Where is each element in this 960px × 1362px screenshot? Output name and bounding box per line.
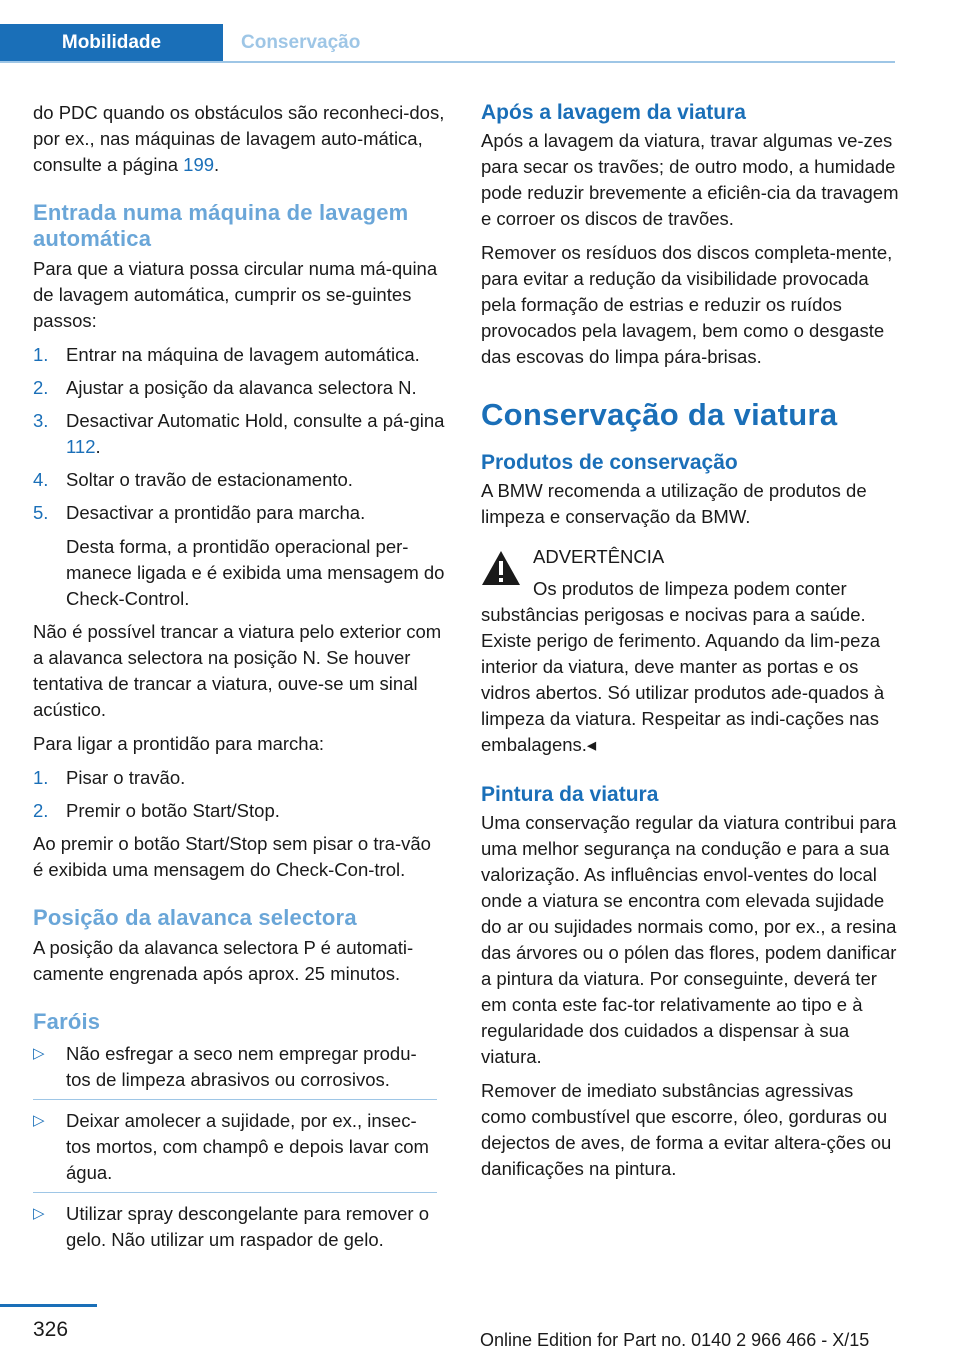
heading-selector-position: Posição da alavanca selectora xyxy=(33,905,357,930)
ready-intro: Para ligar a prontidão para marcha: xyxy=(33,733,325,754)
heading-car-wash: Entrada numa máquina de lavagem automática xyxy=(33,200,409,251)
wash-steps xyxy=(33,342,445,612)
wash-intro: Para que a viatura possa circular numa má-quina de lavagem automática, cumprir os se-guintes passos: xyxy=(33,258,438,331)
page-link-199[interactable]: 199 xyxy=(183,154,215,175)
triangle-bullet-icon: ▷ xyxy=(33,1205,45,1222)
bullet-text: Deixar amolecer a sujidade, por ex., insec-tos mortos, com champô e depois lavar com água. xyxy=(66,1110,429,1183)
intro-end: . xyxy=(214,154,220,175)
footer-rule xyxy=(0,1304,97,1307)
selector-text: A posição da alavanca selectora P é automati-camente engrenada após aprox. 25 minutos. xyxy=(33,937,414,984)
tab-mobilidade[interactable]: Mobilidade xyxy=(0,24,223,62)
step-text: Ajustar a posição da alavanca selectora N. xyxy=(66,377,417,398)
ready-steps xyxy=(33,765,445,824)
page-link-112[interactable]: 112 xyxy=(66,436,96,457)
list-item xyxy=(33,500,445,612)
heading-after-wash: Após a lavagem da viatura xyxy=(481,101,746,124)
step-number: 2. xyxy=(33,800,49,821)
warning-box xyxy=(481,544,899,758)
step-text: Premir o botão Start/Stop. xyxy=(66,800,280,821)
tab-conservacao[interactable]: Conservação xyxy=(241,32,361,53)
step-text: Desactivar a prontidão para marcha. xyxy=(66,502,366,523)
after-paragraph-1: Após a lavagem da viatura, travar algumas ve-zes para secar os travões; de outro modo, a humidade pode reduzir brevemente a eficiên-cia da travagem e corroer os discos de travões. xyxy=(481,130,899,229)
warning-first-line: Os produtos de limpeza podem conter xyxy=(533,578,847,599)
page-number: 326 xyxy=(33,1318,69,1341)
ready-note: Ao premir o botão Start/Stop sem pisar o tra-vão é exibida uma mensagem do Check-Con-trol. xyxy=(33,833,431,880)
bullet-text: Não esfregar a seco nem empregar produ-tos de limpeza abrasivos ou corrosivos. xyxy=(66,1043,417,1090)
warning-title: ADVERTÊNCIA xyxy=(533,546,665,567)
list-item xyxy=(33,1201,445,1259)
intro-text: do PDC quando os obstáculos são reconheci-dos, por ex., nas máquinas de lavagem auto-mática, consulte a página xyxy=(33,102,445,175)
intro-paragraph xyxy=(33,100,445,178)
bullet-text: Utilizar spray descongelante para remover o gelo. Não utilizar um raspador de gelo. xyxy=(66,1203,429,1250)
triangle-bullet-icon: ▷ xyxy=(33,1112,45,1129)
step-text: Entrar na máquina de lavagem automática. xyxy=(66,344,420,365)
step-number: 1. xyxy=(33,344,49,365)
step-number: 2. xyxy=(33,377,49,398)
step-subtext: Desta forma, a prontidão operacional per-manece ligada e é exibida uma mensagem do Check-Control. xyxy=(66,536,445,609)
right-column xyxy=(481,100,899,1190)
step-number: 4. xyxy=(33,469,49,490)
step-text: Pisar o travão. xyxy=(66,767,186,788)
products-text: A BMW recomenda a utilização de produtos de limpeza e conservação da BMW. xyxy=(481,480,867,527)
after-paragraph-2: Remover os resíduos dos discos completa-mente, para evitar a redução da visibilidade provocada pela formação de estrias e reduzir os ruídos provocados pela lavagem, bem como o desgaste das escovas do limpa pára-brisas. xyxy=(481,242,893,367)
headlights-list xyxy=(33,1041,445,1259)
list-item xyxy=(33,798,445,824)
heading-care-products: Produtos de conservação xyxy=(481,451,738,474)
header-rule xyxy=(0,61,895,63)
paint-paragraph-2: Remover de imediato substâncias agressivas como combustível que escorre, óleo, gorduras ou dejectos de aves, de forma a evitar altera-ções ou danificações na pintura. xyxy=(481,1080,892,1179)
lock-note: Não é possível trancar a viatura pelo exterior com a alavanca selectora na posição N. Se houver tentativa de trancar a viatura, ouve-se um sinal acústico. xyxy=(33,621,442,720)
step-number: 5. xyxy=(33,502,49,523)
step-text: Soltar o travão de estacionamento. xyxy=(66,469,353,490)
list-item xyxy=(33,408,445,460)
list-item xyxy=(33,342,445,368)
left-column xyxy=(33,100,445,1267)
step-number: 3. xyxy=(33,410,49,431)
list-item xyxy=(33,1041,437,1100)
heading-headlights: Faróis xyxy=(33,1009,101,1034)
edition-label: Online Edition for Part no. 0140 2 966 466 - X/15 xyxy=(480,1330,870,1350)
step-number: 1. xyxy=(33,767,49,788)
paint-paragraph-1: Uma conservação regular da viatura contribui para uma melhor segurança na condução e para a sua valorização. As influências envol-ventes do local onde a viatura se encontra com elevada sujidade do ar ou sujidades normais como, por ex., a resina das árvores ou o pólen das flores, podem danificar a pintura da viatura. Por conseguinte, deverá ter em conta este fac-tor relativamente ao tipo e à regularidade dos cuidados a dispensar à sua viatura. xyxy=(481,812,897,1067)
list-item xyxy=(33,765,445,791)
heading-paintwork: Pintura da viatura xyxy=(481,783,659,806)
step-text-end: . xyxy=(95,436,101,457)
list-item xyxy=(33,467,445,493)
heading-vehicle-care: Conservação da viatura xyxy=(481,397,838,432)
warning-triangle-icon xyxy=(481,550,521,586)
page-header xyxy=(0,0,960,64)
triangle-bullet-icon: ▷ xyxy=(33,1045,45,1062)
step-text: Desactivar Automatic Hold, consulte a pá-gina xyxy=(66,410,445,431)
warning-text: substâncias perigosas e nocivas para a saúde. Existe perigo de ferimento. Aquando da lim-peza interior da viatura, deve manter as portas e os vidros abertos. Só utilizar produtos ade-quados à limpeza da viatura. Respeitar as indi-cações nas embalagens.◂ xyxy=(481,604,885,755)
list-item xyxy=(33,375,445,401)
list-item xyxy=(33,1108,437,1193)
